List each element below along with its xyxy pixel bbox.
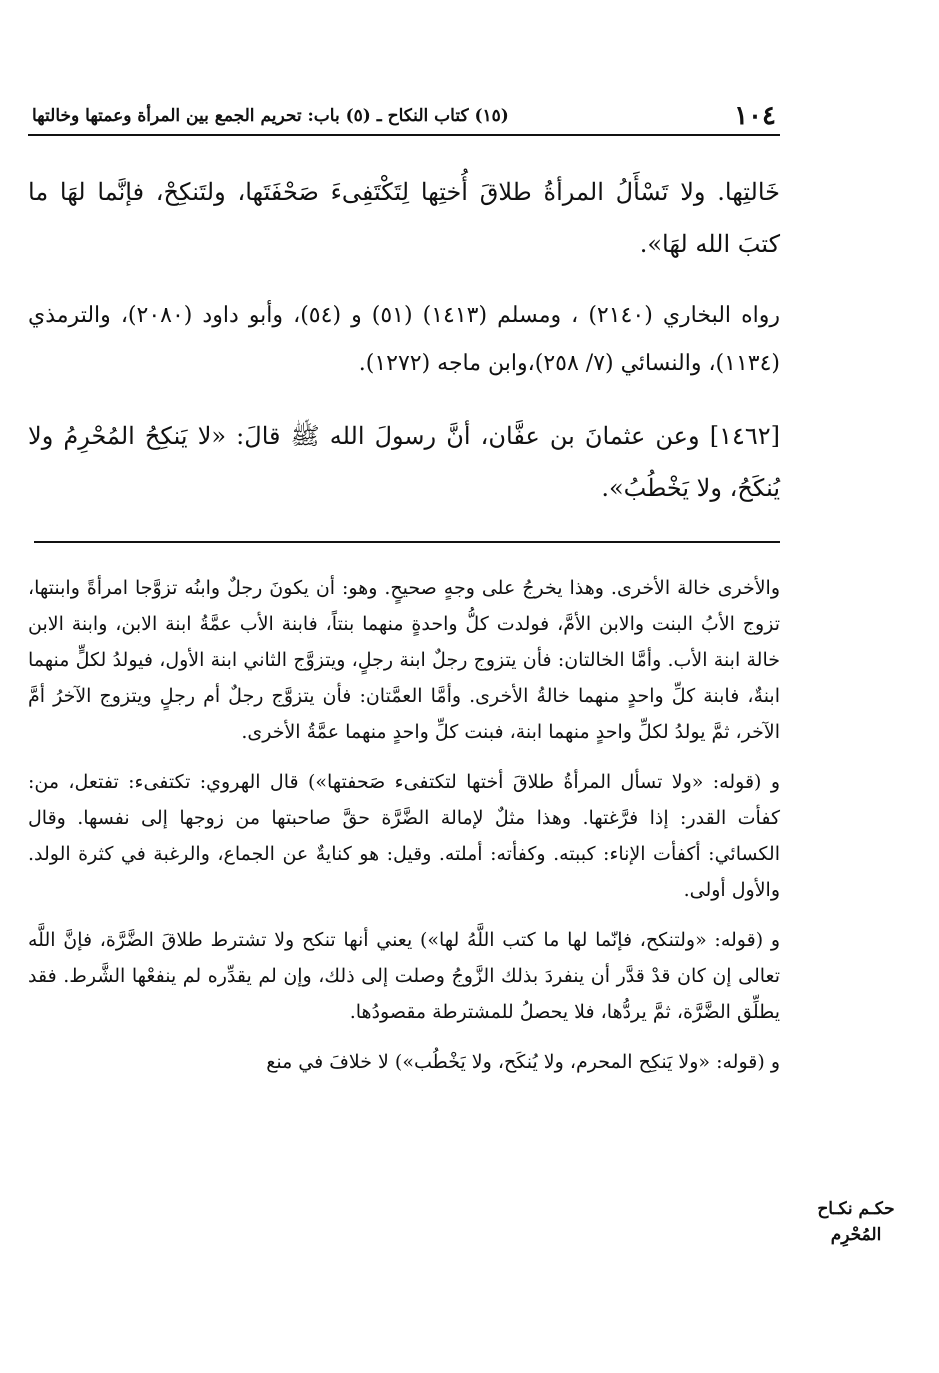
hadith-paragraph: [١٤٦٢] وعن عثمانَ بن عفَّان، أنَّ رسولَ الله ﷺ قالَ: «لا يَنكِحُ المُحْرِمُ ولا يُنكَحُ، ولا يَخْطُبُ». xyxy=(28,422,780,502)
takhrij-paragraph: رواه البخاري (٢١٤٠) ، ومسلم (١٤١٣) (٥١) و (٥٤)، وأبو داود (٢٠٨٠)، والترمذي (١١٣٤)، والنسائي (٧/ ٢٥٨)،وابن ماجه (١٢٧٢). xyxy=(28,303,780,376)
commentary-paragraph: والأخرى خالة الأخرى. وهذا يخرجُ على وجهٍ صحيحٍ. وهو: أن يكونَ رجلٌ وابنُه تزوَّجا امرأةً وابنتها، تزوج الأبُ البنت والابن الأمَّ، فولدت كلُّ واحدةٍ منهما بنتاً، فابنة الأب عمَّةُ ابنة الابن، وابنة الابن خالة ابنة الأب. وأمَّا الخالتان: فأن يتزوج رجلٌ ابنة رجلٍ، ويتزوَّج الثاني ابنة الأول، فيولدُ لكلٍّ منهما ابنةٌ، فابنة كلِّ واحدٍ منهما خالةُ الأخرى. وأمَّا العمَّتان: فأن يتزوَّج رجلٌ أم رجلٍ ويتزوج الآخرُ أمَّ الآخر، ثمَّ يولدُ لكلِّ واحدٍ منهما ابنة، فبنت كلِّ واحدٍ منهما عمَّةُ الأخرى. xyxy=(28,577,780,743)
commentary-section xyxy=(28,570,780,1094)
page-number: ١٠٤ xyxy=(734,101,776,131)
separator-line xyxy=(34,541,780,543)
hadith-text xyxy=(28,166,780,536)
commentary-paragraph: و (قوله: «ولتنكح، فإنّما لها ما كتب اللَّهُ لها») يعني أنها تنكح ولا تشترط طلاقَ الضَّرَّة، فإنَّ اللَّه تعالى إن كان قدْ قدَّر أن ينفردَ بذلك الزَّوجُ وصلت إلى ذلك، وإن لم يقدِّره لم ينفعْها الشَّرط. فقد يطلِّق الضَّرَّة، ثمَّ يردُّها، فلا يحصلُ للمشترطة مقصودُها. xyxy=(28,929,780,1023)
commentary-paragraph: و (قوله: «ولا تسأل المرأةُ طلاقَ أختها لتكتفىء صَحفتها») قال الهروي: تكتفىء: تفتعل، من: كفأت القدر: إذا فرَّغتها. وهذا مثلٌ لإمالة الضَّرَّة حقَّ صاحبتها من زوجها إلى نفسها. وقال الكسائي: أكفأت الإناء: كببته. وكفأته: أملته. وقيل: هو كنايةٌ عن الجماع، والرغبة في كثرة الولد. والأول أولى. xyxy=(28,771,780,901)
page-header xyxy=(28,98,780,136)
running-title: (١٥) كتاب النكاح ـ (٥) باب: تحريم الجمع بين المرأة وعمتها وخالتها xyxy=(32,106,509,126)
commentary-paragraph: و (قوله: «ولا يَنكِح المحرم، ولا يُنكَح، ولا يَخْطُب») لا خلافَ في منع xyxy=(266,1051,780,1073)
margin-heading: حكـم نكـاح المُحْرِم xyxy=(817,1199,895,1245)
hadith-paragraph: خَالتِها. ولا تَسْأَلُ المرأةُ طلاقَ أُختِها لِتَكْتَفِىءَ صَحْفَتَها، ولتَنكِحْ، فإنَّما لهَا ما كتبَ الله لهَا». xyxy=(28,178,780,258)
